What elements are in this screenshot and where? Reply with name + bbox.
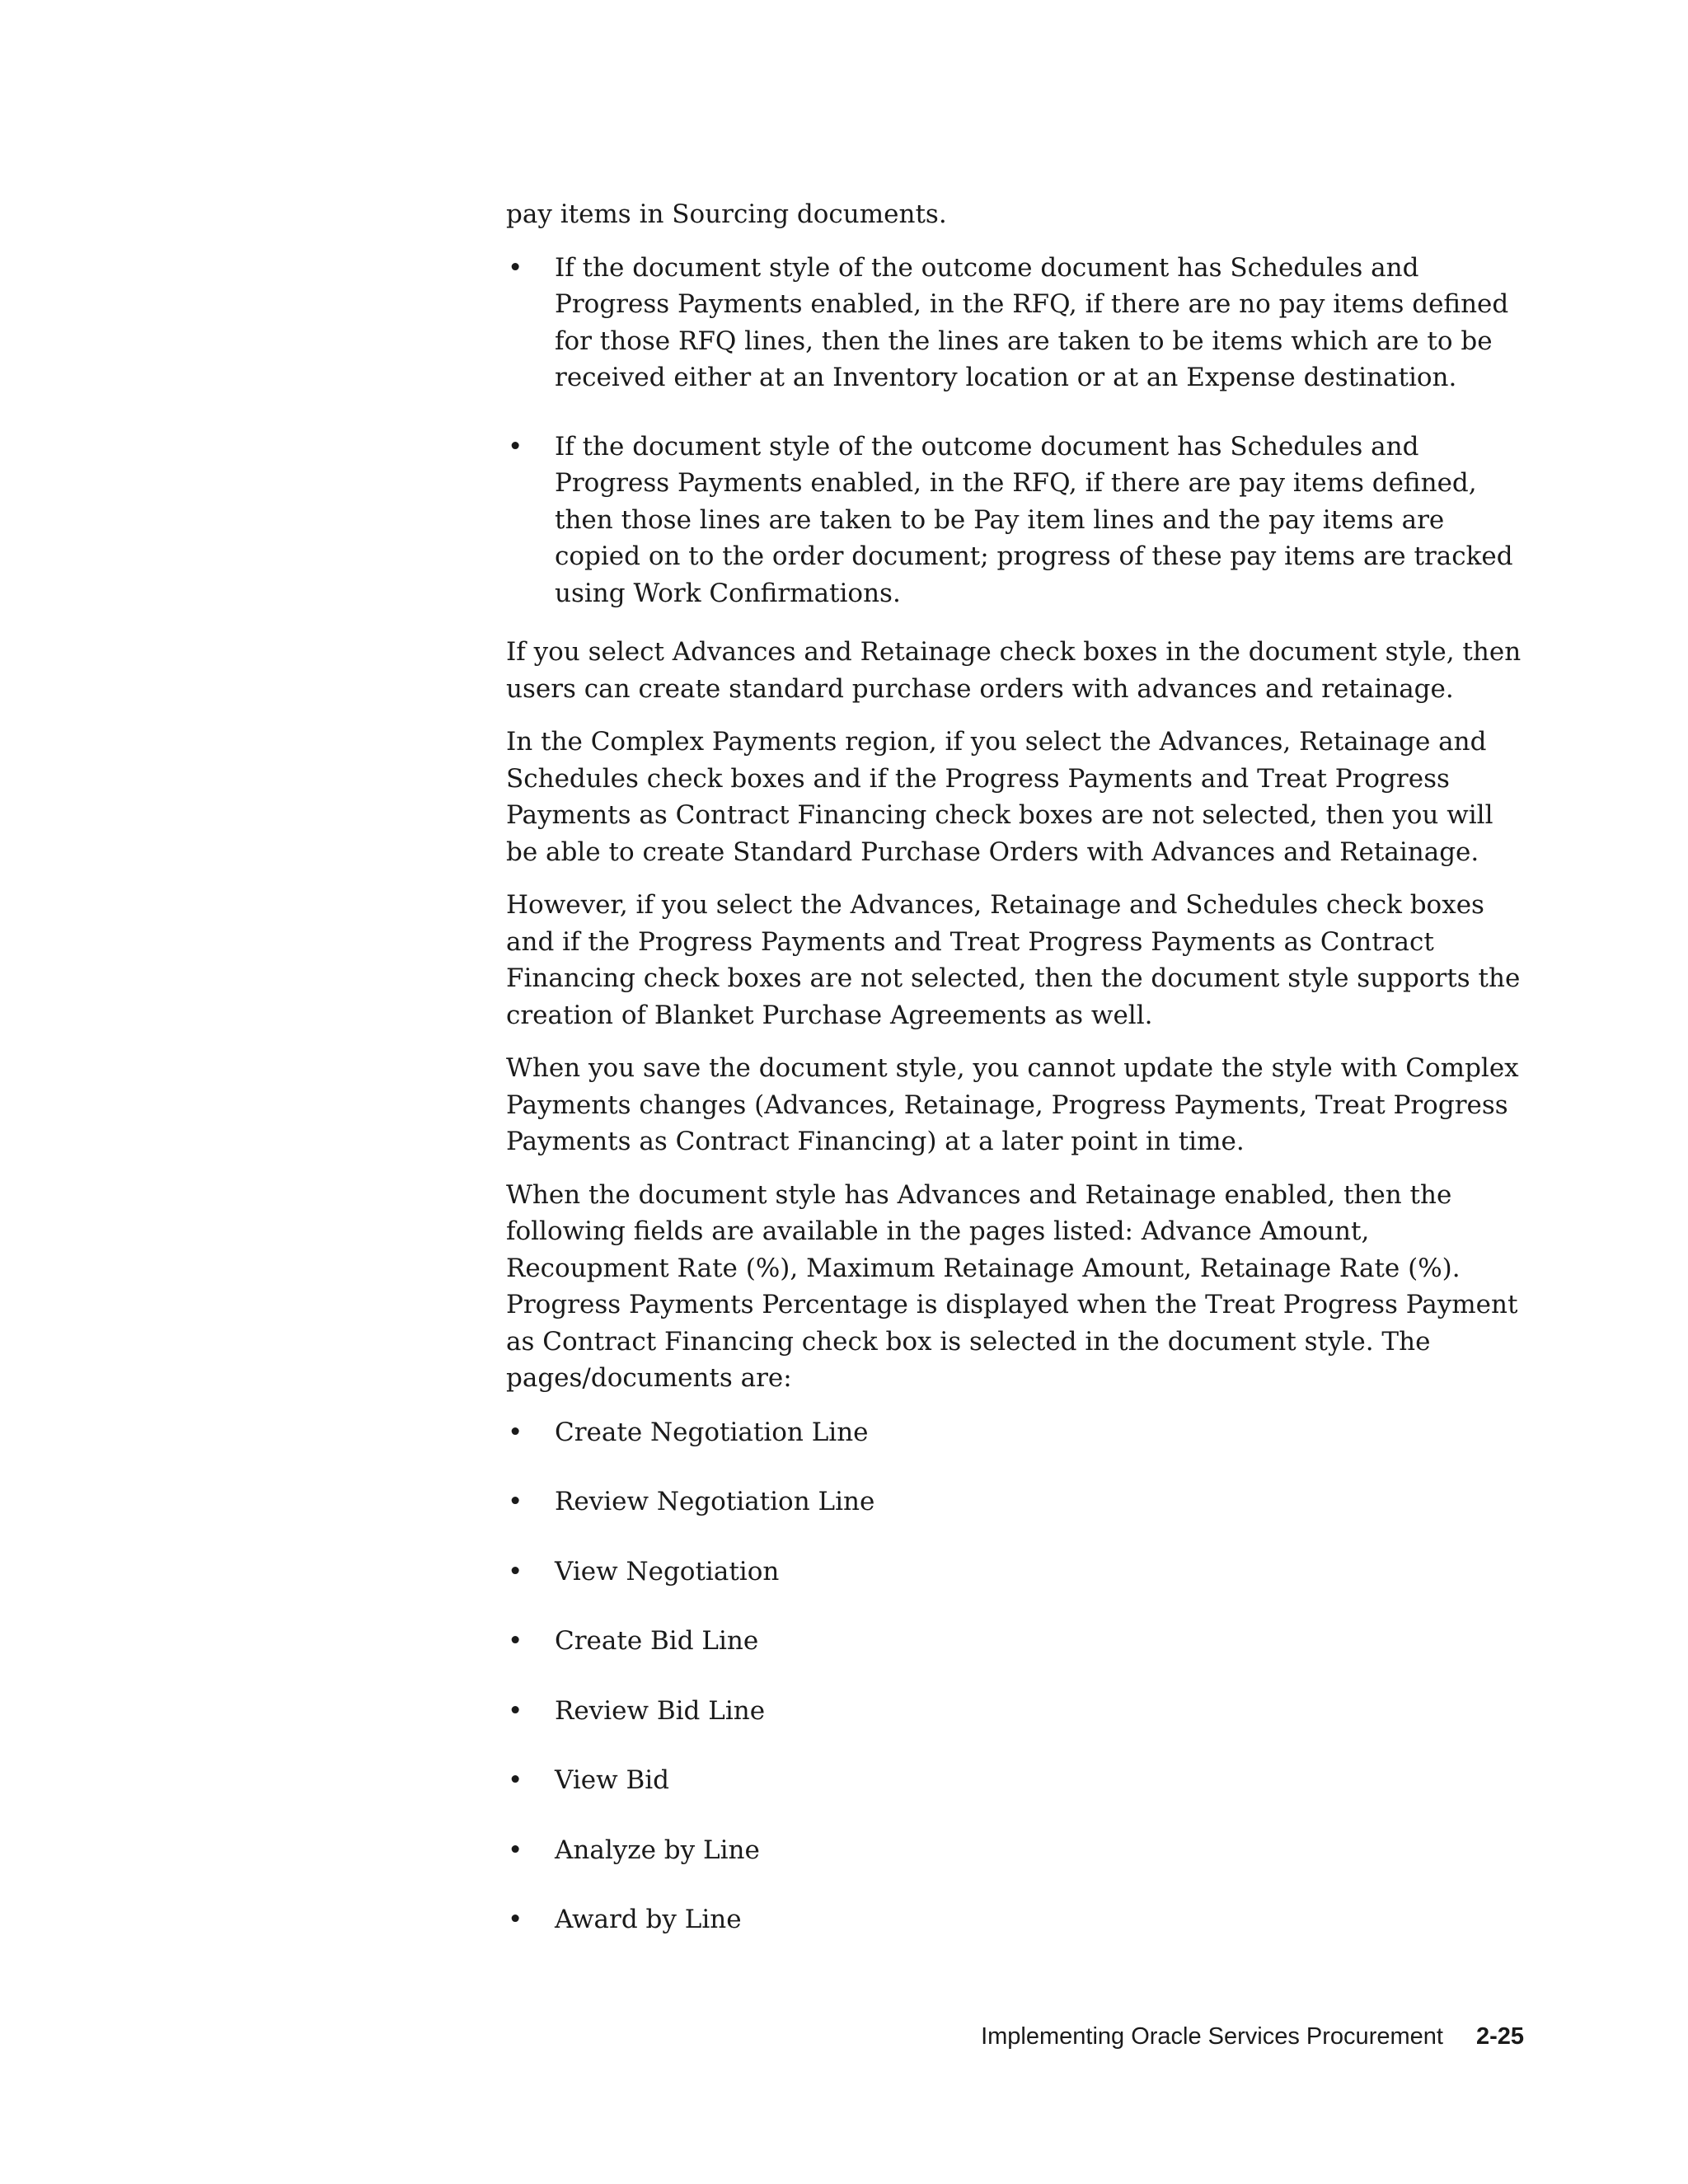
list-item [506,1483,1528,1521]
list-item-text: If the document style of the outcome document has Schedules and Progress Payments enabled, in the RFQ, if there are pay items defined, then those lines are taken to be Pay item lines and the pay items are copied on to the order document; progress of these pay items are tracked using Work Confirmations. [555,431,1513,608]
paragraph-advances-retainage: If you select Advances and Retainage check boxes in the document style, then users can create standard purchase orders with advances and retainage. [506,637,1522,704]
bullet-icon: • [508,1695,523,1726]
bullet-icon: • [508,252,523,283]
list-item [506,1414,1528,1451]
page-footer [981,2023,1524,2050]
page-body [506,196,1528,1938]
list-item-text: Analyze by Line [555,1835,760,1865]
bullet-icon: • [508,1905,523,1934]
pages-bullet-list [506,1414,1528,1938]
paragraph-blanket-agreements: However, if you select the Advances, Retainage and Schedules check boxes and if the Progress Payments and Treat Progress Payments as Contract Financing check boxes are not selected, then the document style supports the creation of Blanket Purchase Agreements as well. [506,890,1521,1030]
list-item-text: Review Bid Line [555,1695,766,1726]
list-item-text: Award by Line [555,1905,742,1934]
bullet-icon: • [508,1765,523,1795]
list-item-text: View Negotiation [555,1556,780,1586]
list-item-text: If the document style of the outcome document has Schedules and Progress Payments enabled, in the RFQ, if there are no pay items defined for those RFQ lines, then the lines are taken to be items which are to be received either at an Inventory location or at an Expense destination. [555,252,1509,392]
list-item [506,1623,1528,1660]
list-item-text: Create Negotiation Line [555,1417,869,1447]
paragraph-fields-available: When the document style has Advances and Retainage enabled, then the following fields are available in the pages listed: Advance Amount, Recoupment Rate (%), Maximum Retainage Amount, Retainage Rate (%). Progress Payments Percentage is displayed when the Treat Progress Payment as Contract Financing check box is selected in the document style. The pages/documents are: [506,1179,1518,1393]
bullet-icon: • [508,1556,523,1586]
list-item [506,1693,1528,1730]
bullet-icon: • [508,431,523,462]
list-item-text: Create Bid Line [555,1626,759,1656]
footer-book-title: Implementing Oracle Services Procurement [981,2023,1443,2050]
list-item-text: View Bid [555,1765,670,1795]
bullet-icon: • [508,1417,523,1447]
footer-page-number: 2-25 [1475,2023,1524,2050]
list-item [506,1901,1528,1938]
schedule-bullet-list [506,250,1528,612]
list-item-text: Review Negotiation Line [555,1487,875,1516]
list-item [506,1832,1528,1869]
bullet-icon: • [508,1487,523,1516]
list-item [506,1554,1528,1591]
bullet-icon: • [508,1835,523,1865]
bullet-icon: • [508,1626,523,1656]
list-item [506,250,1528,396]
list-item [506,1762,1528,1799]
paragraph-complex-payments: In the Complex Payments region, if you select the Advances, Retainage and Schedules check boxes and if the Progress Payments and Treat Progress Payments as Contract Financing check boxes are not selected, then you will be able to create Standard Purchase Orders with Advances and Retainage. [506,727,1493,867]
list-item [506,429,1528,612]
paragraph-save-style: When you save the document style, you cannot update the style with Complex Payments changes (Advances, Retainage, Progress Payments, Treat Progress Payments as Contract Financing) at a later point in time. [506,1053,1519,1156]
paragraph-continued: pay items in Sourcing documents. [506,199,947,229]
